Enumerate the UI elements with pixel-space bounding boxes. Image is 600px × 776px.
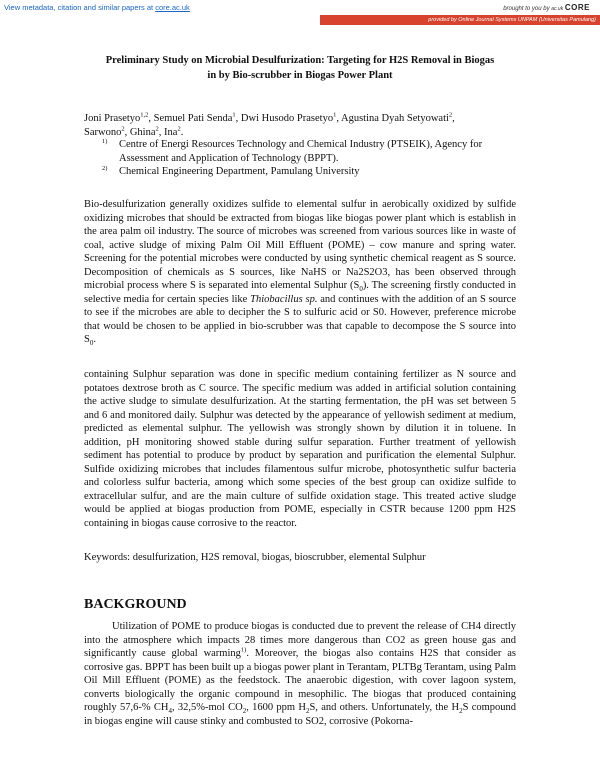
authors-line-1: Joni Prasetyo$^{1,2}$, Semuel Pati Senda$^1$, Dwi Husodo Prasetyo$^1$, Agustina Dyah Setyowati$^2$,	[84, 111, 455, 124]
authors-line-2: Sarwono$^2$, Ghina$^2$, Ina$^2$.	[84, 125, 184, 138]
author-list	[84, 112, 516, 140]
provided-by-banner[interactable]: provided by Online Journal Systems UNPAM (Universitas Pamulang)	[320, 15, 600, 25]
affiliation-number: 1)	[102, 138, 108, 145]
background-paragraph-1: Utilization of POME to produce biogas is conducted due to prevent the release of CH4 directly into the atmosphere which impacts 28 times more dangerous than CO2 as green house gas and significantly cause global warming$^{1)}$. Moreover, the biogas also contains H2S that consider as corrosive gas. BPPT has been built up a biogas power plant in Terantam, PLTBg Terantam, using Palm Oil Mill Effluent (POME) as the feedstock. The anaerobic digestion, with cover lagoon system, converts biologically the organic compound in mesophilic. The biogas that produced containing roughly 57,6-% $CH_4$, 32,5%-mol $CO_2$, 1600 ppm $H_2S$, and others. Unfortunately, the $H_2S$ compound in biogas engine will cause stinky and combusted to SO2, corrosive (Pokorna-	[84, 621, 517, 727]
core-link-url[interactable]: core.ac.uk	[155, 3, 190, 12]
affiliation-line: Assessment and Application of Technology (BPPT).	[119, 152, 339, 164]
affiliation-number: 2)	[102, 165, 108, 172]
keywords: Keywords: desulfurization, H2S removal, biogas, bioscrubber, elemental Sulphur	[84, 552, 426, 563]
brought-by-core[interactable]	[503, 3, 590, 12]
affiliation-line: Centre of Energi Resources Technology and Chemical Industry (PTSEIK), Agency for	[119, 139, 483, 150]
paper-title	[84, 53, 516, 83]
abstract-paragraph-2: containing Sulphur separation was done in specific medium containing fertilizer as N source and potatoes dextrose broth as C source. The specific medium was added in artificial solution containing the active sludge to simulate desulfurization. At the starting fermentation, the pH was set between 5 and 6 and monitored daily. Sulphur was detected by the appearance of yellowish sediment at medium, predicted as elemental sulphur. The yellowish was strongly shown by dilution it in toluene. In addition, pH monitoring showed stable during sulfur separation. Further treatment of yellowish sediment has potential to produce by product by separation and purification the elemental Sulphur. Sulfide oxidizing microbes that includes filamentous sulfur microbe, photosynthetic sulfur bacteria and colorless sulfur bacteria, among which some species of the best group can oxidize sulfide to extracellular sulfur, and are the main culture of sulfide oxidation stage. This treated active sludge would be applied at biogas production from POME, especially in CSTR because 1200 ppm H2S containing in biogas cause corrosive to the reactor.	[84, 369, 516, 529]
core-top-bar	[0, 0, 600, 26]
section-heading-background: BACKGROUND	[84, 597, 187, 612]
core-metadata-link[interactable]	[4, 3, 190, 12]
title-line-1: Preliminary Study on Microbial Desulfurization: Targeting for H2S Removal in Biogas	[105, 55, 495, 66]
core-logo-icon: CORE	[564, 3, 590, 12]
core-link-prefix: View metadata, citation and similar papers at	[4, 3, 156, 12]
affiliation-line: Chemical Engineering Department, Pamulang University	[119, 166, 360, 177]
brought-by-text: brought to you by	[503, 6, 550, 12]
abstract-paragraph-1: Bio-desulfurization generally oxidizes sulfide to elemental sulfur in aerobically oxidized by sulfide oxidizing microbes that should be extracted from biogas like biogas power plant which is establish in the area palm oil industry. The source of microbes was screened from various sources like in waste of coal, active sludge of mixing Palm Oil Mill Effluent (POME) – cow manure and spring water. Screening for the potential microbes were conducted by using synthetic chemical reagent as S source. Decomposition of chemicals as S sources, like NaHS or Na2S2O3, has been observed through microbial process where S is separated into elemental Sulphur $(S_0)$. The screening firstly conducted in selective media for certain species like Thiobacillus sp. and continues with the addition of an S source to see if the microbes are able to decipher the S to sulfuric acid or S0. However, preference microbe that would be chosen to be applied in bio-scrubber was that capable to decompose the S source into $S_0$.	[84, 199, 517, 348]
title-line-2: in by Bio-scrubber in Biogas Power Plant	[207, 70, 393, 81]
core-logo-sub: ac.uk	[551, 6, 564, 12]
